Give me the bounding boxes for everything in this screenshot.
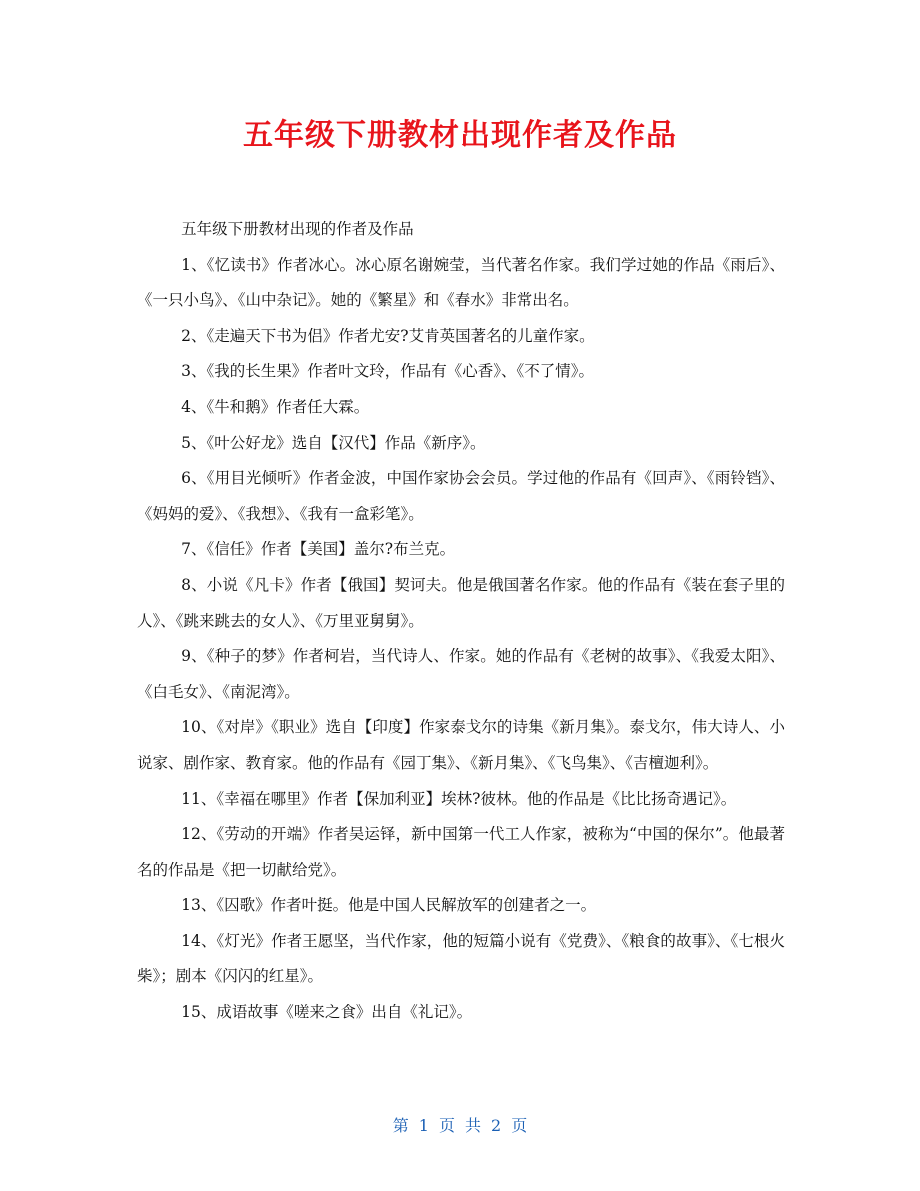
- footer-page-number: 1: [418, 1116, 429, 1135]
- footer-page-label: 第: [392, 1116, 409, 1135]
- paragraph-intro: 五年级下册教材出现的作者及作品: [181, 220, 414, 238]
- paragraph-item-10: 10、《对岸》《职业》选自【印度】作家泰戈尔的诗集《新月集》。泰戈尔，伟大诗人、小说家、剧作家、教育家。他的作品有《园丁集》、《新月集》、《飞鸟集》、《吉檀迦利》。: [137, 718, 785, 772]
- paragraph-item-1: 1、《忆读书》作者冰心。冰心原名谢婉莹，当代著名作家。我们学过她的作品《雨后》、《一只小鸟》、《山中杂记》。她的《繁星》和《春水》非常出名。: [137, 255, 785, 310]
- document-body: [137, 212, 785, 1031]
- paragraph-item-15: 15、成语故事《嗟来之食》出自《礼记》。: [181, 1003, 473, 1022]
- paragraph-item-8: 8、小说《凡卡》作者【俄国】契诃夫。他是俄国著名作家。他的作品有《装在套子里的人》、《跳来跳去的女人》、《万里亚舅舅》。: [137, 575, 785, 630]
- footer-total-label: 共: [465, 1116, 482, 1135]
- footer-page-unit: 页: [438, 1116, 455, 1135]
- paragraph-item-2: 2、《走遍天下书为侣》作者尤安?艾肯英国著名的儿童作家。: [181, 326, 595, 345]
- page-footer: [0, 1114, 920, 1138]
- page-title: 五年级下册教材出现作者及作品: [243, 118, 677, 153]
- paragraph-item-13: 13、《囚歌》作者叶挺。他是中国人民解放军的创建者之一。: [181, 896, 597, 915]
- footer-total-pages: 2: [491, 1116, 502, 1135]
- paragraph-item-14: 14、《灯光》作者王愿坚，当代作家，他的短篇小说有《党费》、《粮食的故事》、《七根火柴》；剧本《闪闪的红星》。: [137, 931, 785, 986]
- paragraph-item-5: 5、《叶公好龙》选自【汉代】作品《新序》。: [181, 433, 486, 452]
- paragraph-item-6: 6、《用目光倾听》作者金波，中国作家协会会员。学过他的作品有《回声》、《雨铃铛》、《妈妈的爱》、《我想》、《我有一盒彩笔》。: [137, 469, 785, 523]
- footer-total-unit: 页: [511, 1116, 528, 1135]
- paragraph-item-12: 12、《劳动的开端》作者吴运铎，新中国第一代工人作家，被称为“中国的保尔”。他最著名的作品是《把一切献给党》。: [137, 825, 785, 879]
- paragraph-item-11: 11、《幸福在哪里》作者【保加利亚】埃林?彼林。他的作品是《比比扬奇遇记》。: [181, 789, 737, 808]
- paragraph-item-4: 4、《牛和鹅》作者任大霖。: [181, 397, 370, 416]
- paragraph-item-7: 7、《信任》作者【美国】盖尔?布兰克。: [181, 540, 456, 559]
- paragraph-item-3: 3、《我的长生果》作者叶文玲，作品有《心香》、《不了情》。: [181, 362, 595, 381]
- paragraph-item-9: 9、《种子的梦》作者柯岩，当代诗人、作家。她的作品有《老树的故事》、《我爱太阳》、《白毛女》、《南泥湾》。: [137, 647, 785, 701]
